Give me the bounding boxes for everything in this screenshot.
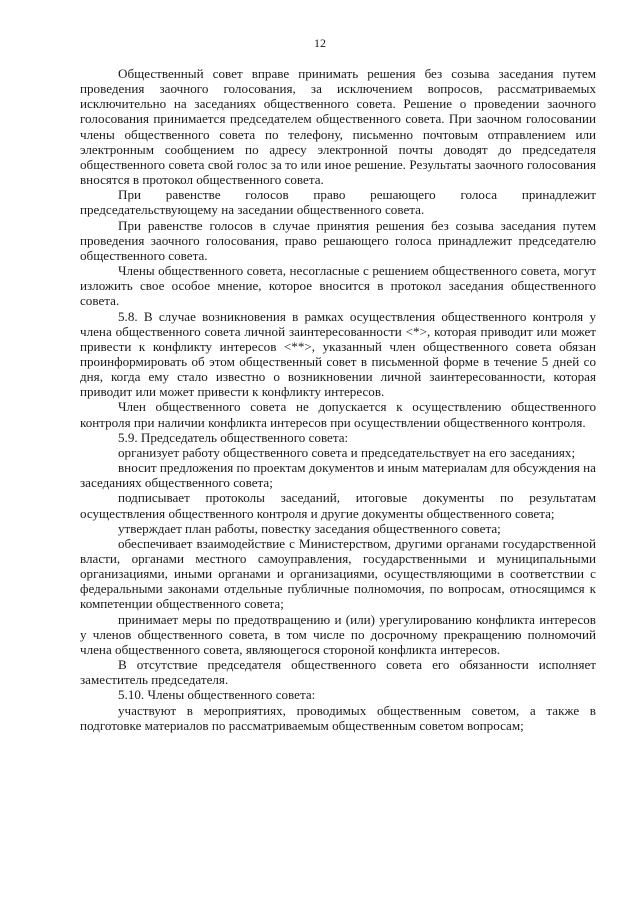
paragraph: При равенстве голосов право решающего голоса принадлежит председательствующему на заседании общественного совета. — [80, 187, 596, 218]
paragraph: Член общественного совета не допускается к осуществлению общественного контроля при наличии конфликта интересов при осуществлении общественного контроля. — [80, 399, 596, 430]
paragraph: Члены общественного совета, несогласные с решением общественного совета, могут изложить свое особое мнение, которое вносится в протокол заседания общественного совета. — [80, 263, 596, 309]
paragraph: 5.8. В случае возникновения в рамках осуществления общественного контроля у члена общественного совета личной заинтересованности <*>, которая приводит или может привести к конфликту интересов <**>, указанный член общественного совета обязан проинформировать об этом общественный совет в письменной форме в течение 5 дней со дня, когда ему стало известно о возникновении личной заинтересованности, которая приводит или может привести к конфликту интересов. — [80, 308, 596, 400]
list-item: обеспечивает взаимодействие с Министерством, другими органами государственной власти, органами местного самоуправления, государственными и муниципальными организациями, иными органами и организациями, осуществляющими в соответствии с федеральными законами отдельные публичные полномочия, по вопросам, относящимся к компетенции общественного совета; — [80, 535, 596, 612]
list-item: организует работу общественного совета и председательствует на его заседаниях; — [118, 444, 576, 460]
document-body — [80, 66, 596, 733]
list-item: принимает меры по предотвращению и (или) урегулированию конфликта интересов у членов общественного совета, в том числе по досрочному прекращению полномочий члена общественного совета, являющегося стороной конфликта интересов. — [80, 611, 596, 657]
list-item: участвуют в мероприятиях, проводимых общественным советом, а также в подготовке материалов по рассматриваемым общественным советом вопросам; — [80, 702, 596, 733]
paragraph: В отсутствие председателя общественного совета его обязанности исполняет заместитель председателя. — [80, 657, 596, 688]
paragraph: Общественный совет вправе принимать решения без созыва заседания путем проведения заочного голосования, за исключением вопросов, рассматриваемых исключительно на заседаниях общественного совета. Решение о проведении заочного голосования принимается председателем общественного совета. При заочном голосовании члены общественного совета по телефону, письменно почтовым отправлением или электронным сообщением по адресу электронной почты доводят до председателя общественного совета свой голос за то или иное решение. Результаты заочного голосования вносятся в протокол общественного совета. — [80, 66, 596, 188]
list-item: подписывает протоколы заседаний, итоговые документы по результатам осуществления общественного контроля и другие документы общественного совета; — [80, 490, 596, 521]
section-heading: 5.10. Члены общественного совета: — [118, 687, 316, 703]
section-heading: 5.9. Председатель общественного совета: — [118, 429, 349, 445]
list-item: утверждает план работы, повестку заседания общественного совета; — [118, 520, 501, 536]
paragraph: При равенстве голосов в случае принятия решения без созыва заседания путем проведения заочного голосования, право решающего голоса принадлежит председателю общественного совета. — [80, 217, 596, 263]
list-item: вносит предложения по проектам документов и иным материалам для обсуждения на заседаниях общественного совета; — [80, 460, 596, 491]
page-number: 12 — [314, 36, 326, 50]
